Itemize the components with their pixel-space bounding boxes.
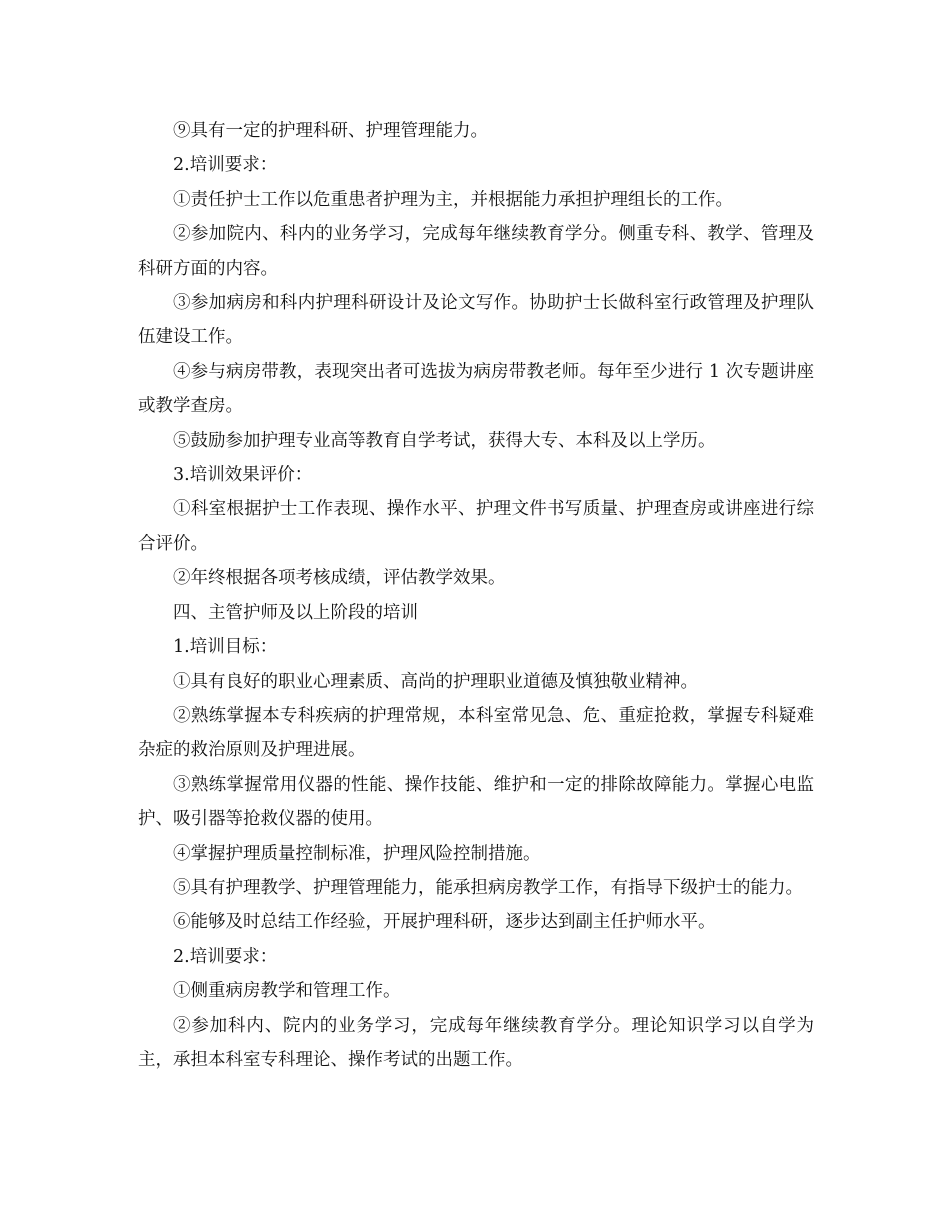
- document-body: [138, 114, 814, 1077]
- paragraph: ①责任护士工作以危重患者护理为主，并根据能力承担护理组长的工作。: [173, 189, 733, 210]
- paragraph: ③熟练掌握常用仪器的性能、操作技能、维护和一定的排除故障能力。掌握心电监护、吸引器等抢救仪器的使用。: [138, 774, 814, 830]
- paragraph: ②参加院内、科内的业务学习，完成每年继续教育学分。侧重专科、教学、管理及科研方面的内容。: [138, 224, 814, 279]
- section-heading: 2.培训要求：: [173, 155, 278, 176]
- paragraph: ⑤鼓励参加护理专业高等教育自学考试，获得大专、本科及以上学历。: [173, 430, 716, 451]
- paragraph: ③参加病房和科内护理科研设计及论文写作。协助护士长做科室行政管理及护理队伍建设工作。: [138, 293, 814, 348]
- paragraph: ②熟练掌握本专科疾病的护理常规，本科室常见急、危、重症抢救，掌握专科疑难杂症的救治原则及护理进展。: [138, 705, 814, 761]
- paragraph: ①侧重病房教学和管理工作。: [173, 981, 401, 1002]
- paragraph: ⑨具有一定的护理科研、护理管理能力。: [173, 121, 488, 141]
- paragraph: ②年终根据各项考核成绩，评估教学效果。: [173, 568, 506, 589]
- paragraph: ⑥能够及时总结工作经验，开展护理科研，逐步达到副主任护师水平。: [173, 912, 716, 933]
- chapter-heading: 四、主管护师及以上阶段的培训: [173, 602, 418, 623]
- paragraph: ①科室根据护士工作表现、操作水平、护理文件书写质量、护理查房或讲座进行综合评价。: [138, 499, 814, 554]
- paragraph: ②参加科内、院内的业务学习，完成每年继续教育学分。理论知识学习以自学为主，承担本科室专科理论、操作考试的出题工作。: [138, 1015, 814, 1070]
- section-heading: 2.培训要求：: [173, 946, 278, 967]
- section-heading: 3.培训效果评价：: [173, 465, 313, 486]
- paragraph: ④掌握护理质量控制标准，护理风险控制措施。: [173, 843, 541, 864]
- section-heading: 1.培训目标：: [173, 637, 278, 658]
- paragraph: ①具有良好的职业心理素质、高尚的护理职业道德及慎独敬业精神。: [173, 671, 698, 692]
- paragraph: ④参与病房带教，表现突出者可选拔为病房带教老师。每年至少进行 1 次专题讲座或教学查房。: [138, 361, 814, 417]
- paragraph: ⑤具有护理教学、护理管理能力，能承担病房教学工作，有指导下级护士的能力。: [173, 877, 803, 898]
